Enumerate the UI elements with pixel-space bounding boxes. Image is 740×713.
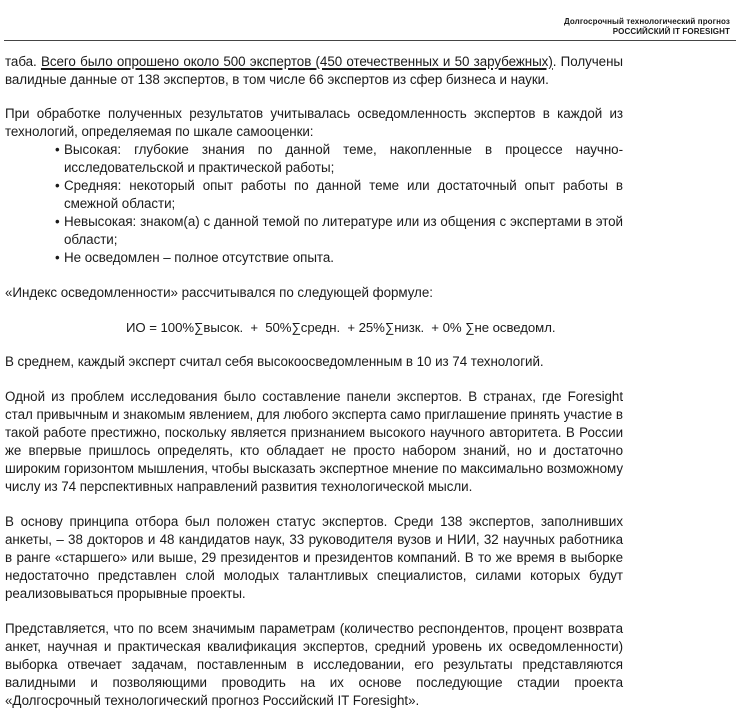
paragraph-survey-end: . Получены валидные данные от 138 экспертов, в том числе 66 экспертов из сфер бизнеса и науки.	[5, 54, 624, 87]
list-item: • Средняя: некоторый опыт работы по данной теме или достаточный опыт работы в смежной области;	[57, 177, 623, 213]
paragraph-expert-panel: Одной из проблем исследования было составление панели экспертов. В странах, где Foresight стал привычным и знакомым явлением, для любого эксперта само приглашение принять участие в такой работе престижно, поскольку является признанием высокого научного авторитета. В России же впервые пришлось определять, кто обладает не просто набором знаний, но и достаточно широким горизонтом мышления, чтобы высказать экспертное мнение по максимально возможному числу из 74 перспективных направлений развития технологической мысли.	[5, 389, 623, 494]
paragraph-index-formula-intro: «Индекс осведомленности» рассчитывался по следующей формуле:	[5, 285, 433, 300]
paragraph-awareness-intro: При обработке полученных результатов учитывалась осведомленность экспертов в каждой из технологий, определяемая по шкале самооценки:	[5, 106, 623, 139]
running-header	[330, 17, 730, 37]
list-item: • Невысокая: знаком(а) с данной темой по литературе или из общения с экспертами в этой области;	[57, 213, 623, 249]
list-item: • Высокая: глубокие знания по данной теме, накопленные в процессе научно-исследовательской и практической работы;	[57, 141, 623, 177]
list-item: • Не осведомлен – полное отсутствие опыта.	[57, 249, 623, 267]
paragraph-average-awareness: В среднем, каждый эксперт считал себя высокоосведомленным в 10 из 74 технологий.	[5, 354, 544, 369]
underlined-survey-sentence: Всего было опрошено около 500 экспертов (450 отечественных и 50 зарубежных)	[40, 54, 553, 69]
awareness-levels-list	[5, 141, 623, 267]
awareness-index-formula: ИО = 100%∑высок. + 50%∑средн. + 25%∑низк. + 0% ∑не осведомл.	[126, 320, 556, 335]
paragraph-survey-start: таба.	[5, 54, 41, 69]
header-divider	[4, 40, 736, 41]
running-header-subtitle: РОССИЙСКИЙ IT FORESIGHT	[612, 27, 730, 36]
running-header-title: Долгосрочный технологический прогноз	[563, 17, 730, 26]
paragraph-survey	[5, 53, 623, 89]
page-body	[5, 53, 623, 710]
paragraph-conclusion: Представляется, что по всем значимым параметрам (количество респондентов, процент возврата анкет, научная и практическая квалификация экспертов, средний уровень их осведомленности) выборка отвечает задачам, поставленным в исследовании, его результаты представляются валидными и позволяющими проводить на их основе последующие стадии проекта «Долгосрочный технологический прогноз Российский IT Foresight».	[5, 621, 623, 708]
paragraph-selection-principle: В основу принципа отбора был положен статус экспертов. Среди 138 экспертов, заполнивших анкеты, – 38 докторов и 48 кандидатов наук, 33 руководителя вузов и НИИ, 32 научных работника в ранге «старшего» или выше, 29 президентов и президентов компаний. В то же время в выборке недостаточно представлен слой молодых талантливых специалистов, силами которых будут реализовываться прорывные проекты.	[5, 514, 623, 601]
